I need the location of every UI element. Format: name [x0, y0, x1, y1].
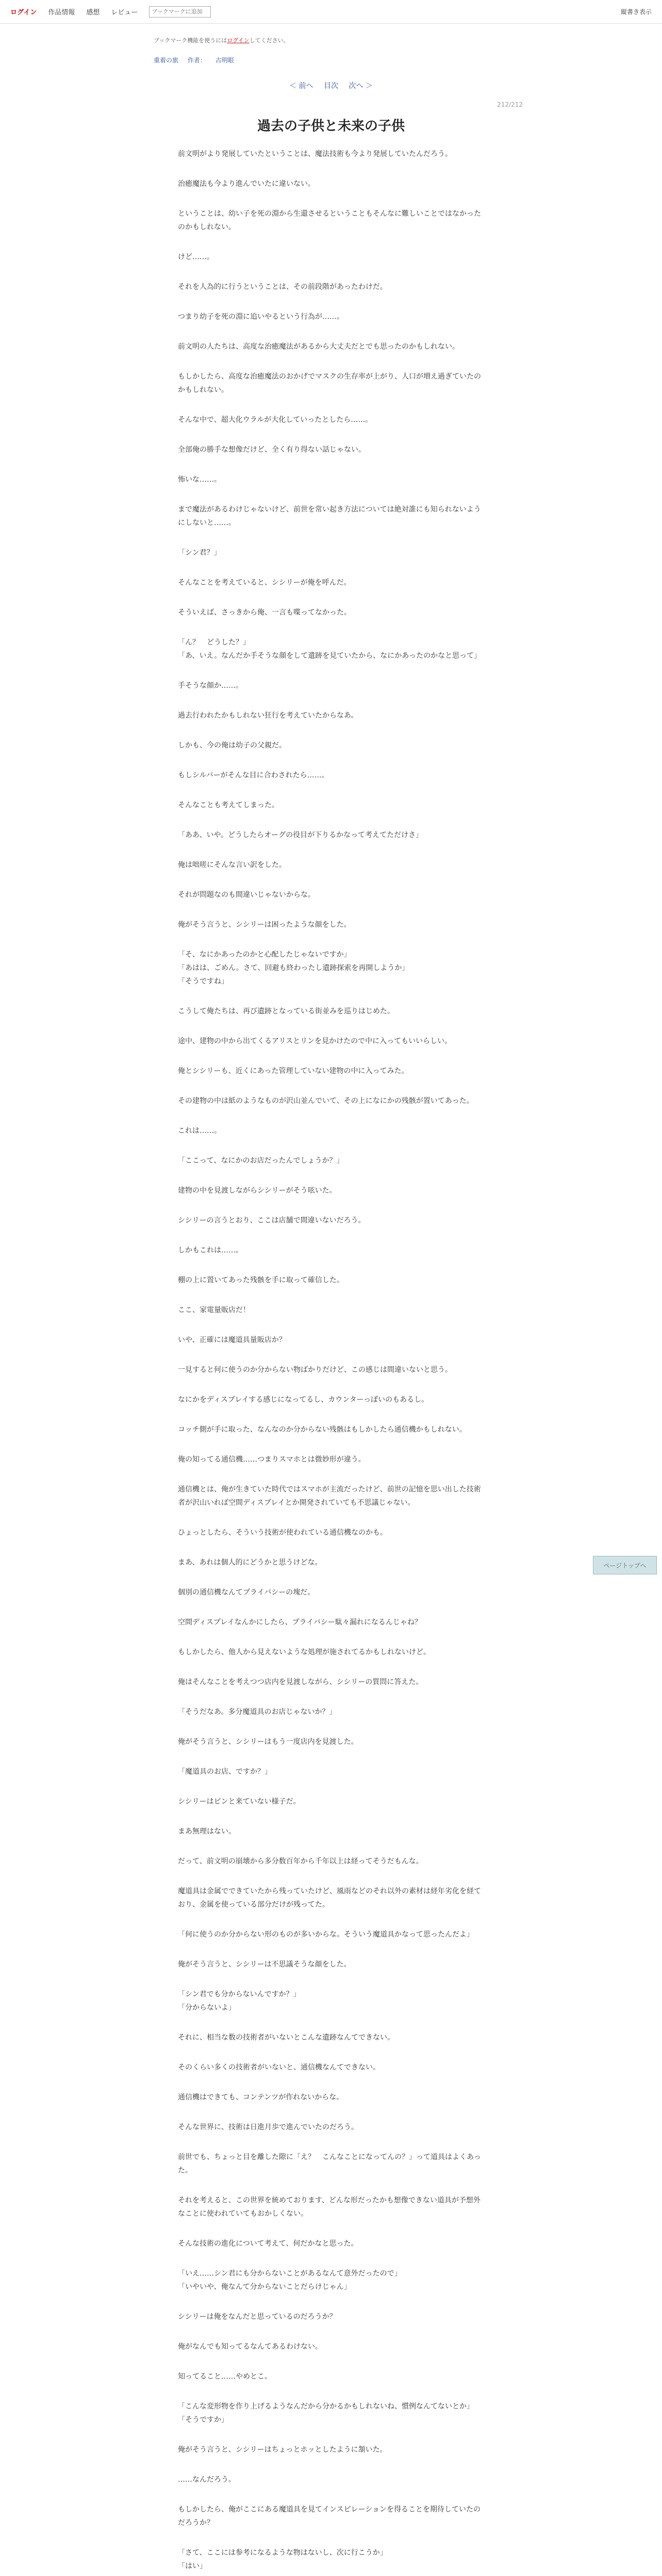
body-paragraph: その建物の中は紙のようなものが沢山並んでいて、その上になにかの残骸が置いてあった。 [178, 1097, 474, 1105]
body-paragraph: 「ああ、いや。どうしたらオーグの役目が下りるかなって考えてただけさ」 [178, 831, 423, 839]
body-paragraph: シシリーの言うとおり、ここは店舗で間違いないだろう。 [178, 1216, 366, 1225]
body-paragraph: つまり幼子を死の淵に追いやるという行為が……。 [178, 313, 344, 321]
body-paragraph: 「魔道具のお店、ですか？」 [178, 1768, 272, 1776]
chapter-pager [0, 80, 662, 91]
breadcrumb-series[interactable]: 重着の旅 [154, 57, 179, 64]
body-paragraph: なにかをディスプレイする感じになってるし、カウンターっぽいのもあるし。 [178, 1396, 429, 1404]
body-paragraph: 治癒魔法も今より進んでいたに違いない。 [178, 180, 315, 188]
body-paragraph: 魔道具は金属でできていたから残っていたけど、風雨などのそれ以外の素材は経年劣化を経ており、金属を使っている部分だけが残ってた。 [178, 1887, 481, 1909]
body-paragraph: 「こんな変形物を作り上げるようなんだから分かるかもしれないね、慣例なんてないとか」 「そうですか」 [178, 2402, 474, 2424]
body-paragraph: 「そ、なにかあったのかと心配したじゃないですか」 「あはは、ごめん。さて、回避も終わったし遺跡探索を再開しようか」 「そうですね」 [178, 951, 409, 986]
chapter-body [178, 147, 487, 2576]
body-paragraph: 建物の中を見渡しながらシシリーがそう呟いた。 [178, 1187, 337, 1195]
body-paragraph: いや、正確には魔道具量販店か？ [178, 1336, 286, 1344]
body-paragraph: 前世でも、ちょっと目を離した隙に「え？ こんなことになってんの？」って道具はよくあった。 [178, 2153, 481, 2175]
body-paragraph: そんなことも考えてしまった。 [178, 801, 279, 809]
body-paragraph: それを考えると、この世界を統めております、どんな形だったかも想像できない道具が予想外なことに使われていてもおかしくない。 [178, 2196, 481, 2218]
body-paragraph: これは……。 [178, 1127, 221, 1135]
notice-text-before: ブックマーク機能を使うには [154, 37, 227, 44]
body-paragraph: そういえば、さっきから俺、一言も喋ってなかった。 [178, 608, 351, 617]
body-paragraph: だって、前文明の崩壊から多分数百年から千年以上は経ってそうだもんな。 [178, 1857, 423, 1866]
body-paragraph: 前文明の人たちは、高度な治癒魔法があるから大丈夫だとでも思ったのかもしれない。 [178, 343, 459, 351]
body-paragraph: そのくらい多くの技術者がいないと、通信機なんてできない。 [178, 2063, 380, 2072]
prev-chapter-link[interactable]: ＜ 前へ [289, 82, 313, 90]
body-paragraph: もしかしたら、他人から見えないような処理が施されてるかもしれないけど。 [178, 1648, 431, 1656]
body-paragraph: 「さて、ここには参考になるような物はないし、次に行こうか」 「はい」 [178, 2549, 387, 2570]
breadcrumb-author-label: 作者： [187, 57, 206, 64]
body-paragraph: 俺がそう言うと、シシリーは困ったような顔をした。 [178, 921, 351, 929]
body-paragraph: 棚の上に置いてあった残骸を手に取って確信した。 [178, 1276, 344, 1284]
body-paragraph: 通信機はできても、コンテンツが作れないからな。 [178, 2093, 344, 2102]
body-paragraph: 知ってること……やめとこ。 [178, 2372, 272, 2381]
body-paragraph: 「ん？ どうした？」 「あ、いえ。なんだか手そうな顔をして遺跡を見ていたから、なにかあったのかなと思って」 [178, 638, 482, 660]
body-paragraph: こうして俺たちは、再び遺跡となっている街並みを巡りはじめた。 [178, 1007, 394, 1015]
body-paragraph: 一見すると何に使うのか分からない物ばかりだけど、この感じは間違いないと思う。 [178, 1366, 452, 1374]
body-paragraph: シシリーはピンと来ていない様子だ。 [178, 1798, 301, 1806]
body-paragraph: 俺とシシリーも、近くにあった管理していない建物の中に入ってみた。 [178, 1067, 409, 1075]
body-paragraph: そんなことを考えていると、シシリーが俺を呼んだ。 [178, 579, 351, 587]
body-paragraph: そんな世界に、技術は日進月歩で進んでいたのだろう。 [178, 2123, 358, 2131]
body-paragraph: まで魔法があるわけじゃないけど、前世を常い起き方法については絶対誰にも知られないようにしないと……。 [178, 505, 481, 527]
chapter-number: 212/212 [497, 101, 523, 108]
body-paragraph: 前文明がより発展していたということは、魔法技術も今より発展していたんだろう。 [178, 150, 452, 158]
body-paragraph: 全部俺の勝手な想像だけど、全く有り得ない話じゃない。 [178, 446, 366, 454]
top-navigation-bar [0, 0, 662, 24]
body-paragraph: 「シン君？」 [178, 549, 221, 557]
body-paragraph: ここ、家電量販店だ！ [178, 1306, 250, 1314]
table-of-contents-link[interactable]: 目次 [324, 82, 338, 90]
body-paragraph: もしかしたら、俺がここにある魔道具を見てインスピレーションを得ることを期待していたのだろうか？ [178, 2505, 481, 2527]
body-paragraph: 通信機とは、俺が生きていた時代ではスマホが主流だったけど、前世の記憶を思い出した技術者が沢山いれば空間ディスプレイとか開発されていても不思議じゃない。 [178, 1485, 481, 1507]
body-paragraph: 「いえ……シン君にも分からないことがあるなんて意外だったので」 「いやいや、俺なんて分からないことだらけじゃん」 [178, 2269, 402, 2291]
login-link[interactable]: ログイン [10, 9, 37, 16]
body-paragraph: 俺は咄嗟にそんな言い訳をした。 [178, 861, 286, 869]
body-paragraph: 俺はそんなことを考えつつ店内を見渡しながら、シシリーの質問に答えた。 [178, 1678, 423, 1686]
body-paragraph: 「ここって、なにかのお店だったんでしょうか？」 [178, 1157, 344, 1165]
body-paragraph: シシリーは俺をなんだと思っているのだろうか？ [178, 2313, 337, 2321]
body-paragraph: 途中、建物の中から出てくるアリスとリンを見かけたので中に入ってもいいらしい。 [178, 1037, 452, 1045]
body-paragraph: そんな中で、超大化ウラルが大化していったとしたら……。 [178, 416, 373, 424]
body-paragraph: それを人為的に行うということは、その前段階があったわけだ。 [178, 283, 387, 291]
body-paragraph: ひょっとしたら、そういう技術が使われている通信機なのかも。 [178, 1529, 387, 1537]
body-paragraph: もしかしたら、高度な治癒魔法のおかげでマスクの生存率が上がり、人口が増え過ぎていたのかもしれない。 [178, 372, 481, 394]
body-paragraph: 「何に使うのか分からない形のものが多いからな。そういう魔道具かなって思ったんだよ」 [178, 1930, 474, 1939]
login-notice [154, 36, 289, 44]
body-paragraph: 俺がそう言うと、シシリーはもう一度店内を見渡した。 [178, 1738, 358, 1746]
notice-login-link[interactable]: ログイン [227, 37, 250, 44]
body-paragraph: 「そうだなあ。多分魔道具のお店じゃないか？」 [178, 1708, 337, 1716]
body-paragraph: それに、相当な数の技術者がいないとこんな遺跡なんてできない。 [178, 2033, 394, 2042]
body-paragraph: 俺の知ってる通信機……つまりスマホとは微妙形が違う。 [178, 1455, 366, 1464]
body-paragraph: 俺がなんでも知ってるなんてあるわけない。 [178, 2343, 322, 2351]
body-paragraph: ……なんだろう。 [178, 2476, 236, 2484]
body-paragraph: 怖いな……。 [178, 476, 221, 484]
body-paragraph: しかもこれは……。 [178, 1246, 243, 1255]
next-chapter-link[interactable]: 次へ ＞ [349, 82, 373, 90]
notice-text-after: してください。 [249, 37, 289, 44]
body-paragraph: まあ、あれは個人的にどうかと思うけどな。 [178, 1558, 322, 1567]
nav-item-reviews[interactable]: レビュー [111, 9, 138, 16]
breadcrumb [154, 56, 241, 64]
nav-item-info[interactable]: 作品情報 [48, 9, 75, 16]
body-paragraph: 俺がそう言うと、シシリーはちょっとホッとしたように頷いた。 [178, 2446, 387, 2454]
body-paragraph: ということは、幼い子を死の淵から生還させるということもそんなに難しいことではなかったのかもしれない。 [178, 210, 481, 231]
body-paragraph: 個別の通信機なんてプライバシーの塊だ。 [178, 1588, 315, 1597]
bookmark-input[interactable] [149, 6, 211, 18]
body-paragraph: 「シン君でも分からないんですか？」 「分からないよ」 [178, 1990, 301, 2012]
body-paragraph: しかも、今の俺は幼子の父親だ。 [178, 741, 286, 750]
body-paragraph: 過去行われたかもしれない狂行を考えていたからなあ。 [178, 711, 358, 720]
body-paragraph: 俺がそう言うと、シシリーは不思議そうな顔をした。 [178, 1960, 351, 1969]
body-paragraph: 空間ディスプレイなんかにしたら、プライバシー駄々漏れになるんじゃね？ [178, 1618, 422, 1626]
vertical-display-link[interactable]: 縦書き表示 [620, 8, 652, 15]
body-paragraph: それが問題なのも間違いじゃないからな。 [178, 891, 315, 899]
page-top-button[interactable]: ページトップへ [593, 1556, 657, 1574]
body-paragraph: 手そうな顔か……。 [178, 682, 243, 690]
chapter-title: 過去の子供と未来の子供 [257, 118, 405, 134]
breadcrumb-author[interactable]: 古明眼 [215, 57, 234, 64]
body-paragraph: そんな技術の進化について考えて、何だかなと思った。 [178, 2240, 358, 2248]
nav-item-impressions[interactable]: 感想 [86, 9, 100, 16]
body-paragraph: コッチ側が手に取った、なんなのか分からない残骸はもしかしたら通信機かもしれない。 [178, 1426, 467, 1434]
body-paragraph: まあ無理はない。 [178, 1827, 236, 1836]
body-paragraph: けど……。 [178, 253, 214, 261]
body-paragraph: もしシルバーがそんな目に合わされたら……。 [178, 771, 329, 779]
